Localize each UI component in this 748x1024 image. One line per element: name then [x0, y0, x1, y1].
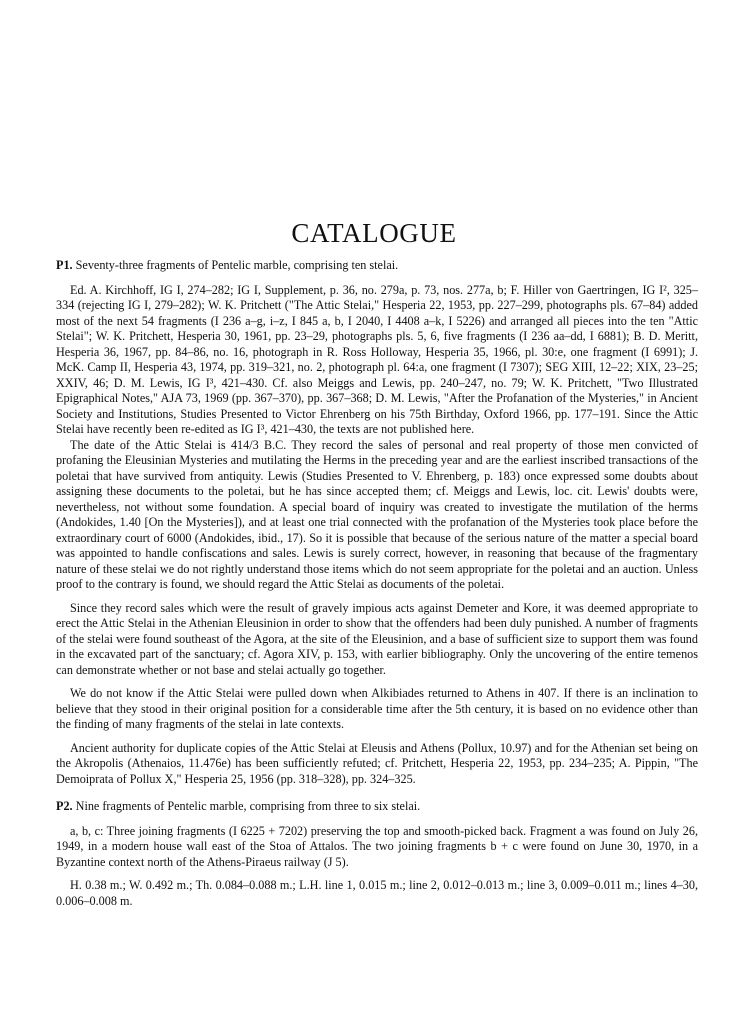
paragraph: Since they record sales which were the result of gravely impious acts against Demeter and Kore, it was deemed appropriate to erect the Attic Stelai in the Athenian Eleusinion in order to show that the offenders had been duly punished. A number of fragments of the stelai were found southeast of the Agora, at the site of the Eleusinion, and a base of sufficient size to support them was found in the excavated part of the sanctuary; cf. Agora XIV, p. 153, with earlier bibliography. Only the uncovering of the entire temenos can demonstrate whether or not base and stelai actually go together. — [56, 600, 698, 677]
page-title: CATALOGUE — [291, 218, 457, 249]
paragraph: Ancient authority for duplicate copies of the Attic Stelai at Eleusis and Athens (Pollux, 10.97) and for the Athenian set being on the Akropolis (Athenaios, 11.476e) has been sufficiently refuted; cf. Pritchett, Hesperia 22, 1953, pp. 234–235; A. Pippin, "The Demoiprata of Pollux X," Hesperia 25, 1956 (pp. 318–328), pp. 324–325. — [56, 740, 698, 786]
entry-label: P1. — [56, 258, 73, 272]
paragraph: The date of the Attic Stelai is 414/3 B.C. They record the sales of personal and real property of those men convicted of profaning the Eleusinian Mysteries and mutilating the Herms in the preceding year and are the earliest inscribed transactions of the poletai that have survived from antiquity. Lewis (Studies Presented to V. Ehrenberg, p. 183) once expressed some doubts about assigning these documents to the poletai, but he has since accepted them; cf. Meiggs and Lewis, loc. cit. Lewis' doubts were, nevertheless, not without some foundation. A special board of inquiry was created to investigate the mutilation of the herms (Andokides, 1.40 [On the Mysteries]), and at least one trial connected with the profanation of the Mysteries took place before the extraordinary court of 6000 (Andokides, ibid., 17). So it is possible that because of the serious nature of the matter a special board was appointed to handle confiscations and sales. Lewis is surely correct, however, in reasoning that because of the fragmentary nature of these stelai we do not rightly understand those items which do not seem appropriate for the poletai and an auction. Unless proof to the contrary is found, we should regard the Attic Stelai as documents of the poletai. — [56, 437, 698, 591]
paragraph: H. 0.38 m.; W. 0.492 m.; Th. 0.084–0.088 m.; L.H. line 1, 0.015 m.; line 2, 0.012–0.013 m.; line 3, 0.009–0.011 m.; lines 4–30, 0.006–0.008 m. — [56, 878, 698, 908]
entry-description: Nine fragments of Pentelic marble, comprising from three to six stelai. — [75, 799, 421, 813]
entry-description: Seventy-three fragments of Pentelic marble, comprising ten stelai. — [75, 258, 399, 272]
bibliography: Ed. A. Kirchhoff, IG I, 274–282; IG I, Supplement, p. 36, no. 279a, p. 73, nos. 277a, b; F. Hiller von Gaertringen, IG I², 325–334 (rejecting IG I, 279–282); W. K. Pritchett ("The Attic Stelai," Hesperia 22, 1953, pp. 227–299, photographs pls. 67–84) added most of the next 54 fragments (I 236 a–g, i–z, I 845 a, b, I 2040, I 4408 a–k, I 5226) and arranged all pieces into the ten "Attic Stelai"; W. K. Pritchett, Hesperia 30, 1961, pp. 23–29, photographs pls. 5, 6, five fragments (I 236 aa–dd, I 6881); B. D. Meritt, Hesperia 36, 1967, pp. 84–86, no. 16, photograph in R. Ross Holloway, Hesperia 35, 1966, pl. 30:e, one fragment (I 6991); J. McK. Camp II, Hesperia 43, 1974, pp. 319–321, no. 2, photograph pl. 64:a, one fragment (I 7307); SEG XIII, 12–22; XIX, 23–25; XXIV, 46; D. M. Lewis, IG I³, 421–430. Cf. also Meiggs and Lewis, pp. 240–247, no. 79; W. K. Pritchett, "Two Illustrated Epigraphical Notes," AJA 73, 1969 (pp. 367–370), pp. 367–368; D. M. Lewis, "After the Profanation of the Mysteries," in Ancient Society and Institutions, Studies Presented to Victor Ehrenberg on his 75th Birthday, Oxford 1966, pp. 177–191. Since the Attic Stelai have recently been re-edited as IG I³, 421–430, the texts are not published here. — [56, 282, 698, 436]
catalogue-body — [56, 258, 698, 909]
entry-label: P2. — [56, 799, 73, 813]
entry-heading-p2 — [56, 799, 698, 815]
entry-heading-p1 — [56, 258, 698, 274]
paragraph: a, b, c: Three joining fragments (I 6225 + 7202) preserving the top and smooth-picked back. Fragment a was found on July 26, 1949, in a modern house wall east of the Stoa of Attalos. The two joining fragments b + c were found on June 30, 1970, in a Byzantine context north of the Athens-Piraeus railway (J 5). — [56, 823, 698, 869]
paragraph: We do not know if the Attic Stelai were pulled down when Alkibiades returned to Athens in 407. If there is an inclination to believe that they stood in their original position for a considerable time after the 5th century, it is based on no evidence other than the finding of many fragments of the stelai in late contexts. — [56, 686, 698, 731]
